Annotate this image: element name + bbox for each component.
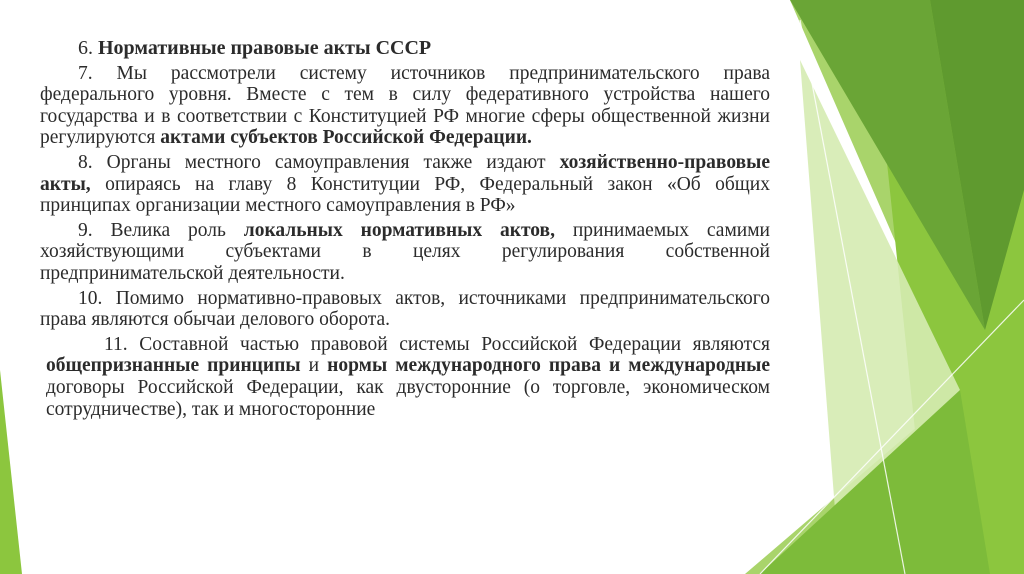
left-edge-strip: [0, 370, 22, 574]
paragraph-8-lead: 8. Органы местного самоуправления также издают: [78, 151, 560, 173]
paragraph-10: [40, 288, 770, 331]
paragraph-11-lead: 11. Составной частью правовой системы Российской Федерации являются: [104, 333, 770, 355]
paragraph-9-lead: 9. Велика роль: [78, 219, 244, 241]
paragraph-11-tail: договоры Российской Федерации, как двусторонние (о торговле, экономическом сотрудничестве), так и многосторонние: [46, 376, 770, 420]
paragraph-9-tail: принимаемых самими хозяйствующими субъектами в целях регулирования собственной предпринимательской деятельности.: [40, 219, 770, 284]
paragraph-9: [40, 220, 770, 285]
paragraph-8-bold: хозяйственно-правовые акты,: [40, 151, 770, 195]
paragraph-11-bold-2: нормы международного права и международные: [327, 355, 770, 377]
paragraph-7-bold: актами субъектов Российской Федерации.: [160, 127, 532, 149]
paragraph-9-bold: локальных нормативных актов,: [243, 219, 555, 241]
paragraph-7-text: 7. Мы рассмотрели систему источников предпринимательского права федерального уровня. Вместе с тем в силу федеративного устройства нашего государства и в соответствии с Конституцией РФ многие сферы общественной жизни регулируются: [40, 62, 770, 149]
document-scan: [40, 38, 770, 420]
paragraph-7: [40, 63, 770, 149]
paragraph-11-bold-1: общепризнанные принципы: [46, 355, 301, 377]
heading-title: Нормативные правовые акты СССР: [98, 37, 432, 59]
paragraph-11-mid: и: [300, 355, 328, 377]
paragraph-11: [40, 334, 770, 420]
heading-line: [40, 38, 770, 60]
paragraph-8: [40, 152, 770, 217]
paragraph-10-text: 10. Помимо нормативно-правовых актов, источниками предпринимательского права являются обычаи делового оборота.: [40, 287, 770, 331]
paragraph-8-tail: опираясь на главу 8 Конституции РФ, Федеральный закон «Об общих принципах организации местного самоуправления в РФ»: [40, 173, 770, 217]
heading-number: 6.: [78, 37, 93, 59]
